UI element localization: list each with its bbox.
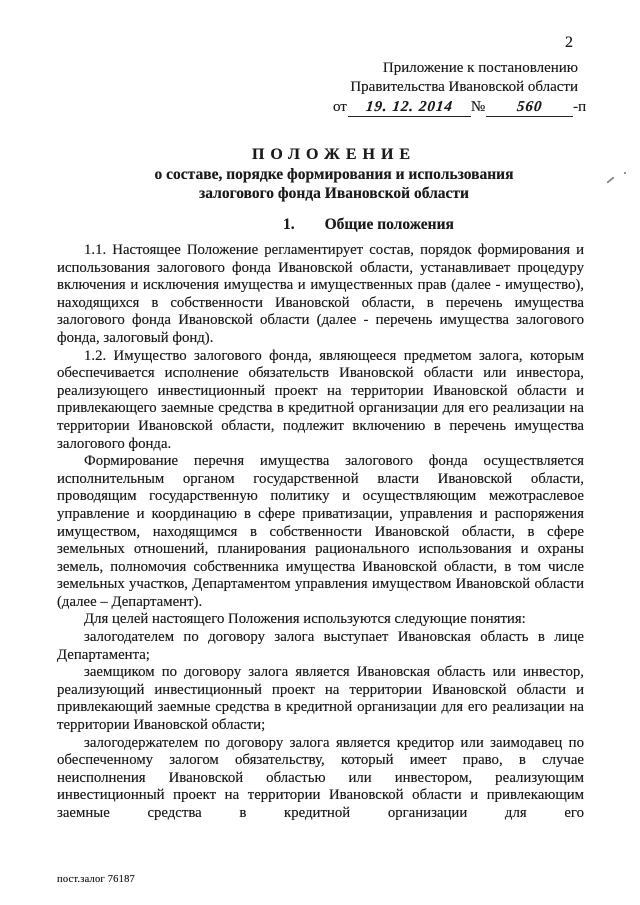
- document-header: [333, 59, 597, 117]
- paragraph: заемщиком по договору залога является Ивановская область или инвестор, реализующий инвестиционный проект на территории Ивановской области и привлекающий заемные средства в кредитной организации для его реализации на территории Ивановской области;: [57, 664, 584, 734]
- section-heading: [283, 216, 454, 234]
- header-line-2: Правительства Ивановской области: [350, 78, 578, 95]
- header-line-1: Приложение к постановлению: [382, 60, 578, 76]
- paragraph: 1.2. Имущество залогового фонда, являющееся предметом залога, которым обеспечивается исполнение обязательств Ивановской области или инвестора, реализующего инвестиционный проект на территории Ивановской области и привлекающего заемные средства в кредитной организации для его реализации на территории Ивановской области, подлежит включению в перечень имущества залогового фонда.: [57, 347, 584, 452]
- paragraph: Формирование перечня имущества залогового фонда осуществляется исполнительным органом государственной власти Ивановской области, проводящим государственную политику и осуществляющим межотраслевое управление и координацию в сфере приватизации, управления и распоряжения имуществом, находящимся в собственности Ивановской области, в сфере земельных отношений, планирования рационального использования и охраны земель, полномочия собственника имущества Ивановской области, в том числе земельных участков, Департаментом управления имуществом Ивановской области (далее – Департамент).: [57, 453, 584, 610]
- paragraph: залогодателем по договору залога выступает Ивановская область в лице Департамента;: [57, 629, 584, 663]
- section-number: 1.: [283, 216, 295, 233]
- paragraph: 1.1. Настоящее Положение регламентирует состав, порядок формирования и использования залогового фонда Ивановской области, устанавливает процедуру включения и исключения имущества и имущественных прав (далее - имущество), находящихся в собственности Ивановской области, в перечень имущества залогового фонда Ивановской области (далее - перечень имущества залогового фонда, залоговый фонд).: [57, 242, 584, 346]
- paragraph: Для целей настоящего Положения используются следующие понятия:: [84, 611, 526, 628]
- date-prefix: от: [333, 99, 347, 115]
- body-paragraphs: [57, 242, 584, 823]
- number-blank-line: [486, 97, 573, 117]
- scan-artifact-dot: [624, 172, 626, 174]
- document-title-block: [0, 145, 640, 203]
- page-number: 2: [565, 34, 573, 51]
- section-title: Общие положения: [324, 216, 454, 233]
- date-blank-line: [348, 97, 471, 117]
- date-number-line: [333, 97, 597, 117]
- document-subtitle-line-1: о составе, порядке формирования и использования: [154, 166, 514, 183]
- document-title: ПОЛОЖЕНИЕ: [251, 146, 417, 163]
- handwritten-number: 560: [516, 99, 544, 115]
- number-suffix: -п: [573, 99, 587, 115]
- footer-note: пост.залог 76187: [57, 874, 135, 885]
- document-subtitle-line-2: залогового фонда Ивановской области: [199, 185, 469, 202]
- number-sign: №: [470, 99, 486, 115]
- handwritten-date: 19. 12. 2014: [364, 99, 454, 115]
- paragraph: залогодержателем по договору залога является кредитор или заимодавец по обеспеченному залогом обязательству, который имеет право, в случае неисполнения Ивановской областью или инвестором, реализующим инвестиционный проект на территории Ивановской области и привлекающим заемные средства в кредитной организации для его: [57, 734, 584, 821]
